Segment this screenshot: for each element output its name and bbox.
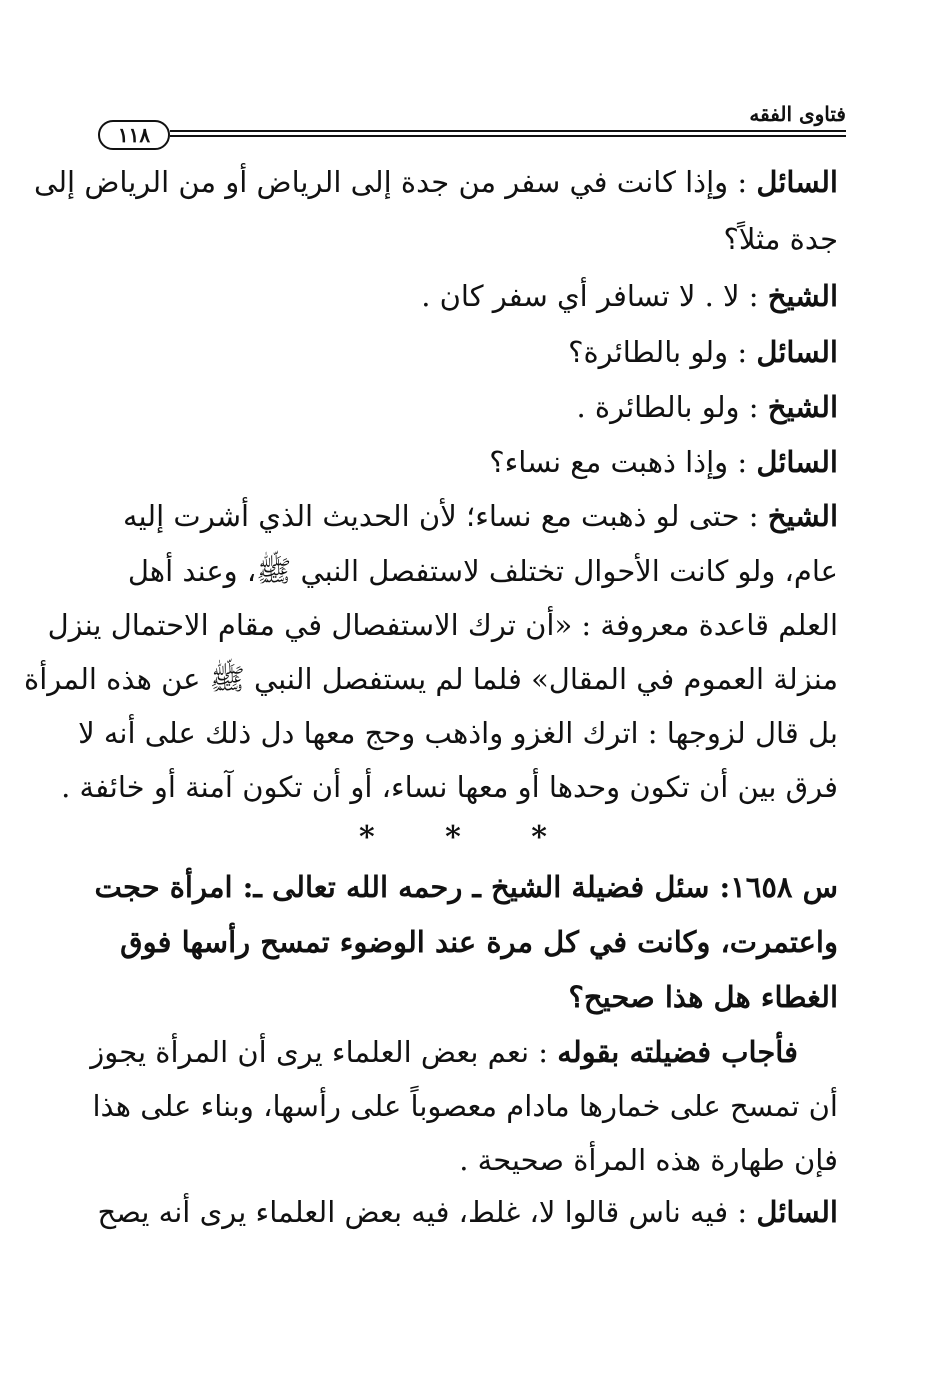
text-line: الشيخ : ولو بالطائرة . [576, 390, 838, 424]
text-line: السائل : وإذا ذهبت مع نساء؟ [489, 445, 838, 479]
header-rule [170, 135, 846, 137]
text-line: بل قال لزوجها : اترك الغزو واذهب وحج معها دل ذلك على أنه لا [78, 716, 838, 750]
text-line: الشيخ : حتى لو ذهبت مع نساء؛ لأن الحديث الذي أشرت إليه [123, 499, 838, 533]
text-line: الشيخ : لا . لا تسافر أي سفر كان . [421, 279, 838, 313]
question-line: واعتمرت، وكانت في كل مرة عند الوضوء تمسح رأسها فوق [120, 925, 838, 959]
answer-line: فإن طهارة هذه المرأة صحيحة . [459, 1143, 838, 1177]
text-line: السائل : وإذا كانت في سفر من جدة إلى الرياض أو من الرياض إلى [34, 165, 838, 199]
header-rule [170, 130, 846, 132]
speaker-label: الشيخ [767, 390, 838, 424]
page-header [98, 98, 846, 148]
page-number: ١١٨ [98, 120, 170, 150]
answer-line: أن تمسح على خمارها مادام معصوباً على رأسها، وبناء على هذا [92, 1089, 838, 1123]
question-line: الغطاء هل هذا صحيح؟ [568, 980, 838, 1014]
speaker-label: السائل [756, 1195, 838, 1229]
book-title: فتاوى الفقه [749, 102, 846, 126]
text-line: فرق بين أن تكون وحدها أو معها نساء، أو أن تكون آمنة أو خائفة . [61, 770, 838, 804]
speaker-label: الشيخ [767, 499, 838, 533]
answer-line: فأجاب فضيلته بقوله : نعم بعض العلماء يرى أن المرأة يجوز [90, 1035, 798, 1069]
text-line: العلم قاعدة معروفة : «أن ترك الاستفصال في مقام الاحتمال ينزل [47, 608, 838, 642]
speaker-label: الشيخ [767, 279, 838, 313]
speaker-label: السائل [756, 335, 838, 369]
question-line: س ١٦٥٨: سئل فضيلة الشيخ ـ رحمه الله تعالى ـ: امرأة حجت [94, 870, 838, 904]
text-line: منزلة العموم في المقال» فلما لم يستفصل النبي ﷺ عن هذه المرأة [24, 662, 838, 696]
text-line: السائل : ولو بالطائرة؟ [568, 335, 838, 369]
answer-lead: فأجاب فضيلته بقوله [557, 1035, 798, 1069]
section-separator: * * * [359, 820, 577, 855]
text-line: السائل : فيه ناس قالوا لا، غلط، فيه بعض العلماء يرى أنه يصح [97, 1195, 838, 1229]
text-line: عام، ولو كانت الأحوال تختلف لاستفصل النبي ﷺ، وعند أهل [127, 554, 838, 588]
speaker-label: السائل [756, 165, 838, 199]
text-line: جدة مثلاً؟ [723, 222, 838, 256]
speaker-label: السائل [756, 445, 838, 479]
